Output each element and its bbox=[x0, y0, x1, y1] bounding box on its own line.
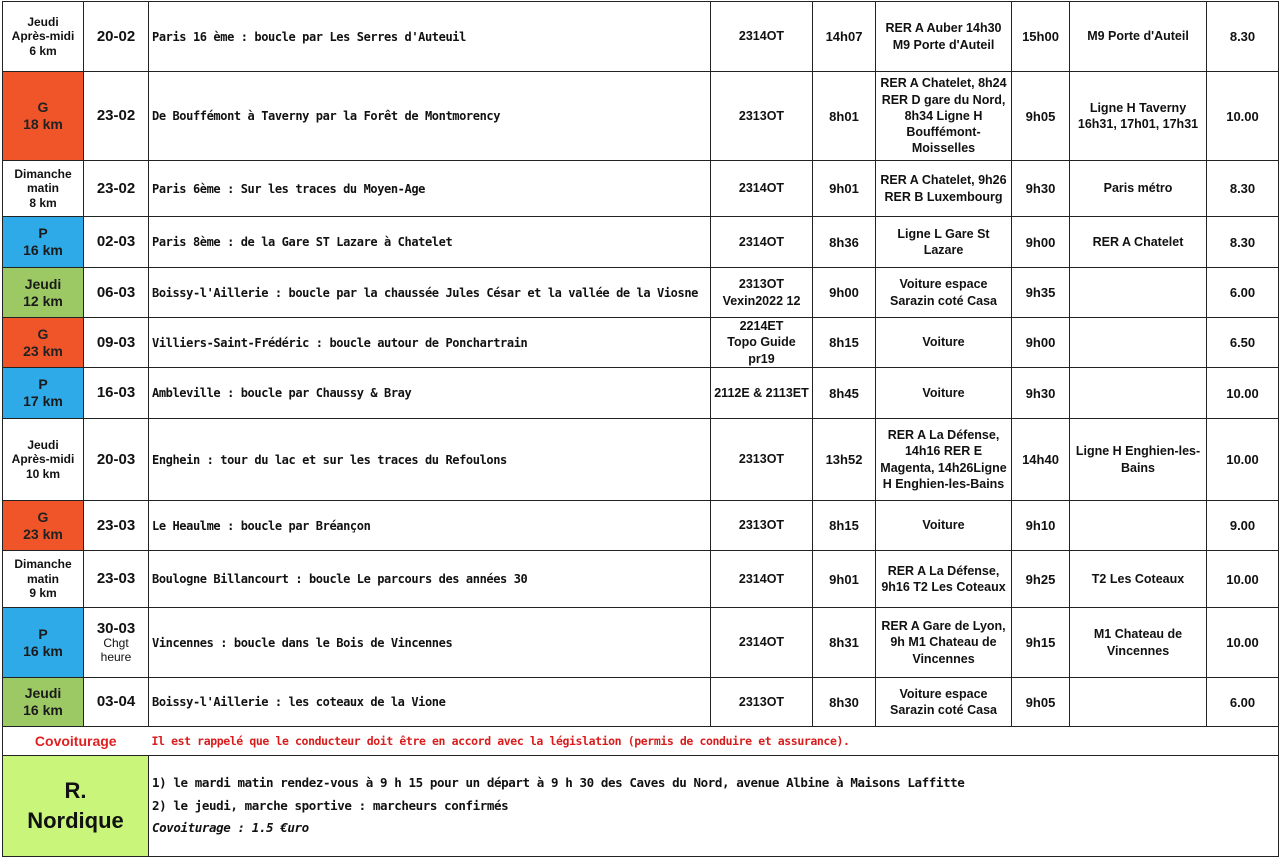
category-label: Dimanche bbox=[14, 557, 72, 572]
departure-time: 9h01 bbox=[813, 551, 876, 608]
price: 8.30 bbox=[1207, 2, 1279, 72]
table-row bbox=[3, 551, 1279, 608]
table-row bbox=[3, 608, 1279, 678]
date-value: 06-03 bbox=[96, 283, 136, 301]
hike-title: Vincennes : boucle dans le Bois de Vincennes bbox=[149, 608, 711, 678]
category-cell bbox=[3, 608, 84, 678]
return-info: Ligne H Enghien-les-Bains bbox=[1070, 419, 1207, 501]
covoiturage-row bbox=[3, 727, 1279, 756]
date-cell bbox=[84, 608, 149, 678]
transport-info: Voiture bbox=[876, 318, 1012, 368]
table-row bbox=[3, 318, 1279, 368]
hike-title: Paris 6ème : Sur les traces du Moyen-Age bbox=[149, 161, 711, 217]
price: 10.00 bbox=[1207, 551, 1279, 608]
covoiturage-note: Il est rappelé que le conducteur doit être en accord avec la législation (permis de conduire et assurance). bbox=[149, 727, 1279, 756]
departure-time: 8h15 bbox=[813, 318, 876, 368]
date-cell bbox=[84, 368, 149, 419]
departure-time: 8h15 bbox=[813, 501, 876, 551]
hike-title: Enghein : tour du lac et sur les traces du Refoulons bbox=[149, 419, 711, 501]
transport-info: RER A La Défense, 14h16 RER E Magenta, 14h26Ligne H Enghien-les-Bains bbox=[876, 419, 1012, 501]
departure-time: 14h07 bbox=[813, 2, 876, 72]
table-row bbox=[3, 419, 1279, 501]
table-row bbox=[3, 161, 1279, 217]
map-ref: 2214ET bbox=[739, 319, 784, 334]
date-value: 23-03 bbox=[96, 570, 136, 588]
map-ref: 2313OT bbox=[738, 277, 785, 292]
return-info bbox=[1070, 501, 1207, 551]
category-label: P bbox=[38, 225, 48, 242]
price: 10.00 bbox=[1207, 368, 1279, 419]
price: 9.00 bbox=[1207, 501, 1279, 551]
nordic-detail-line2: 2) le jeudi, marche sportive : marcheurs confirmés bbox=[152, 797, 509, 813]
start-time: 9h25 bbox=[1012, 551, 1070, 608]
table-row bbox=[3, 368, 1279, 419]
map-ref-cell bbox=[711, 217, 813, 268]
start-time: 9h35 bbox=[1012, 268, 1070, 318]
date-value: 20-02 bbox=[96, 27, 136, 45]
date-value: 23-02 bbox=[96, 179, 136, 197]
transport-info: RER A Chatelet, 9h26 RER B Luxembourg bbox=[876, 161, 1012, 217]
return-info: T2 Les Coteaux bbox=[1070, 551, 1207, 608]
map-ref: 2314OT bbox=[738, 234, 785, 249]
category-distance-line: 6 km bbox=[29, 43, 57, 58]
departure-time: 8h30 bbox=[813, 678, 876, 727]
departure-time: 8h36 bbox=[813, 217, 876, 268]
covoiturage-label: Covoiturage bbox=[3, 727, 149, 756]
category-cell bbox=[3, 2, 84, 72]
category-cell bbox=[3, 161, 84, 217]
map-ref-secondary: Vexin2022 12 bbox=[722, 293, 801, 308]
transport-info: RER A La Défense, 9h16 T2 Les Coteaux bbox=[876, 551, 1012, 608]
category-detail: matin bbox=[26, 181, 59, 196]
category-detail: 18 km bbox=[23, 116, 63, 132]
return-info: RER A Chatelet bbox=[1070, 217, 1207, 268]
map-ref-cell bbox=[711, 551, 813, 608]
date-cell bbox=[84, 551, 149, 608]
date-cell bbox=[84, 501, 149, 551]
price: 6.00 bbox=[1207, 678, 1279, 727]
transport-info: Voiture espace Sarazin coté Casa bbox=[876, 268, 1012, 318]
map-ref-cell bbox=[711, 678, 813, 727]
start-time: 9h30 bbox=[1012, 161, 1070, 217]
date-cell bbox=[84, 2, 149, 72]
departure-time: 8h01 bbox=[813, 72, 876, 161]
start-time: 9h15 bbox=[1012, 608, 1070, 678]
map-ref-cell bbox=[711, 368, 813, 419]
transport-info: RER A Gare de Lyon, 9h M1 Chateau de Vincennes bbox=[876, 608, 1012, 678]
start-time: 9h05 bbox=[1012, 678, 1070, 727]
date-cell bbox=[84, 268, 149, 318]
start-time: 9h30 bbox=[1012, 368, 1070, 419]
transport-info: Voiture bbox=[876, 368, 1012, 419]
category-detail: Après-midi bbox=[11, 29, 75, 44]
map-ref: 2313OT bbox=[738, 452, 785, 467]
date-cell bbox=[84, 72, 149, 161]
return-info bbox=[1070, 268, 1207, 318]
hike-title: Villiers-Saint-Frédéric : boucle autour de Ponchartrain bbox=[149, 318, 711, 368]
hike-title: Le Heaulme : boucle par Bréançon bbox=[149, 501, 711, 551]
date-cell bbox=[84, 678, 149, 727]
start-time: 14h40 bbox=[1012, 419, 1070, 501]
category-distance-line: 9 km bbox=[29, 586, 57, 601]
date-note: Chgt heure bbox=[100, 636, 132, 665]
nordic-walk-details bbox=[149, 756, 1279, 857]
hike-title: Boissy-l'Aillerie : boucle par la chaussée Jules César et la vallée de la Viosne bbox=[149, 268, 711, 318]
nordic-label-line1: R. bbox=[64, 778, 87, 804]
price: 10.00 bbox=[1207, 608, 1279, 678]
date-cell bbox=[84, 318, 149, 368]
return-info: Paris métro bbox=[1070, 161, 1207, 217]
date-value: 02-03 bbox=[96, 233, 136, 251]
map-ref: 2112E & 2113ET bbox=[714, 385, 809, 400]
departure-time: 9h00 bbox=[813, 268, 876, 318]
table-row bbox=[3, 501, 1279, 551]
map-ref: 2314OT bbox=[738, 635, 785, 650]
price: 8.30 bbox=[1207, 217, 1279, 268]
map-ref-secondary: Topo Guide pr19 bbox=[727, 335, 796, 366]
category-label: Dimanche bbox=[14, 166, 72, 181]
departure-time: 9h01 bbox=[813, 161, 876, 217]
transport-info: RER A Chatelet, 8h24 RER D gare du Nord, 8h34 Ligne H Bouffémont-Moisselles bbox=[876, 72, 1012, 161]
start-time: 9h10 bbox=[1012, 501, 1070, 551]
category-detail: 23 km bbox=[23, 525, 63, 542]
category-label: P bbox=[38, 376, 48, 393]
table-row bbox=[3, 678, 1279, 727]
category-cell bbox=[3, 419, 84, 501]
table-row bbox=[3, 268, 1279, 318]
date-value: 09-03 bbox=[96, 333, 136, 351]
category-label: G bbox=[37, 99, 49, 116]
nordic-walk-label bbox=[3, 756, 149, 857]
category-cell bbox=[3, 318, 84, 368]
transport-info: RER A Auber 14h30 M9 Porte d'Auteil bbox=[876, 2, 1012, 72]
return-info: M9 Porte d'Auteil bbox=[1070, 2, 1207, 72]
transport-info: Voiture bbox=[876, 501, 1012, 551]
hike-title: Boulogne Billancourt : boucle Le parcours des années 30 bbox=[149, 551, 711, 608]
category-label: Jeudi bbox=[24, 275, 62, 292]
map-ref: 2313OT bbox=[738, 694, 785, 709]
category-detail: 16 km bbox=[23, 702, 63, 718]
start-time: 15h00 bbox=[1012, 2, 1070, 72]
map-ref: 2313OT bbox=[738, 518, 785, 533]
table-row bbox=[3, 2, 1279, 72]
category-label: Jeudi bbox=[27, 14, 59, 29]
hike-title: Boissy-l'Aillerie : les coteaux de la Vione bbox=[149, 678, 711, 727]
category-cell bbox=[3, 268, 84, 318]
map-ref-cell bbox=[711, 72, 813, 161]
map-ref-cell bbox=[711, 268, 813, 318]
category-detail: 16 km bbox=[23, 242, 63, 258]
category-detail: 12 km bbox=[23, 292, 63, 309]
transport-info: Ligne L Gare St Lazare bbox=[876, 217, 1012, 268]
map-ref-cell bbox=[711, 318, 813, 368]
date-cell bbox=[84, 419, 149, 501]
price: 6.50 bbox=[1207, 318, 1279, 368]
price: 10.00 bbox=[1207, 419, 1279, 501]
map-ref-cell bbox=[711, 2, 813, 72]
transport-info: Voiture espace Sarazin coté Casa bbox=[876, 678, 1012, 727]
date-value: 23-03 bbox=[96, 516, 136, 534]
departure-time: 8h45 bbox=[813, 368, 876, 419]
date-cell bbox=[84, 161, 149, 217]
date-value: 23-02 bbox=[96, 107, 136, 125]
map-ref: 2314OT bbox=[738, 181, 785, 196]
return-info: Ligne H Taverny 16h31, 17h01, 17h31 bbox=[1070, 72, 1207, 161]
return-info bbox=[1070, 318, 1207, 368]
date-value: 20-03 bbox=[96, 450, 136, 468]
price: 6.00 bbox=[1207, 268, 1279, 318]
start-time: 9h00 bbox=[1012, 217, 1070, 268]
departure-time: 13h52 bbox=[813, 419, 876, 501]
category-distance-line: 8 km bbox=[29, 195, 57, 210]
category-cell bbox=[3, 72, 84, 161]
category-label: Jeudi bbox=[24, 685, 62, 702]
map-ref-cell bbox=[711, 419, 813, 501]
map-ref: 2314OT bbox=[738, 29, 785, 44]
nordic-detail-line3: Covoiturage : 1.5 €uro bbox=[152, 820, 309, 836]
return-info: M1 Chateau de Vincennes bbox=[1070, 608, 1207, 678]
category-detail: 23 km bbox=[23, 342, 63, 359]
category-detail: 17 km bbox=[23, 393, 63, 409]
category-label: G bbox=[37, 325, 49, 342]
start-time: 9h05 bbox=[1012, 72, 1070, 161]
category-label: P bbox=[38, 625, 48, 642]
nordic-walk-row bbox=[3, 756, 1279, 857]
return-info bbox=[1070, 368, 1207, 419]
date-value: 30-03 bbox=[96, 620, 136, 638]
table-row bbox=[3, 217, 1279, 268]
map-ref: 2314OT bbox=[738, 571, 785, 586]
map-ref-cell bbox=[711, 501, 813, 551]
date-cell bbox=[84, 217, 149, 268]
category-cell bbox=[3, 551, 84, 608]
hike-title: Paris 16 ème : boucle par Les Serres d'Auteuil bbox=[149, 2, 711, 72]
category-detail: 16 km bbox=[23, 642, 63, 659]
category-cell bbox=[3, 217, 84, 268]
program-sheet bbox=[2, 1, 1279, 857]
hike-title: Ambleville : boucle par Chaussy & Bray bbox=[149, 368, 711, 419]
start-time: 9h00 bbox=[1012, 318, 1070, 368]
return-info bbox=[1070, 678, 1207, 727]
category-cell bbox=[3, 501, 84, 551]
map-ref-cell bbox=[711, 608, 813, 678]
hike-title: De Bouffémont à Taverny par la Forêt de Montmorency bbox=[149, 72, 711, 161]
hike-title: Paris 8ème : de la Gare ST Lazare à Chatelet bbox=[149, 217, 711, 268]
map-ref: 2313OT bbox=[738, 108, 785, 123]
category-cell bbox=[3, 678, 84, 727]
category-label: G bbox=[37, 508, 49, 525]
category-detail: matin bbox=[26, 571, 59, 586]
date-value: 16-03 bbox=[96, 384, 136, 402]
category-detail: Après-midi bbox=[11, 452, 75, 467]
category-cell bbox=[3, 368, 84, 419]
price: 10.00 bbox=[1207, 72, 1279, 161]
nordic-label-line2: Nordique bbox=[27, 808, 124, 833]
nordic-detail-line1: 1) le mardi matin rendez-vous à 9 h 15 pour un départ à 9 h 30 des Caves du Nord, avenue Albine à Maisons Laffitte bbox=[152, 775, 965, 791]
hike-schedule-table bbox=[2, 1, 1279, 857]
price: 8.30 bbox=[1207, 161, 1279, 217]
map-ref-cell bbox=[711, 161, 813, 217]
date-value: 03-04 bbox=[96, 693, 136, 711]
table-row bbox=[3, 72, 1279, 161]
category-distance-line: 10 km bbox=[25, 466, 61, 481]
departure-time: 8h31 bbox=[813, 608, 876, 678]
category-label: Jeudi bbox=[27, 437, 59, 452]
